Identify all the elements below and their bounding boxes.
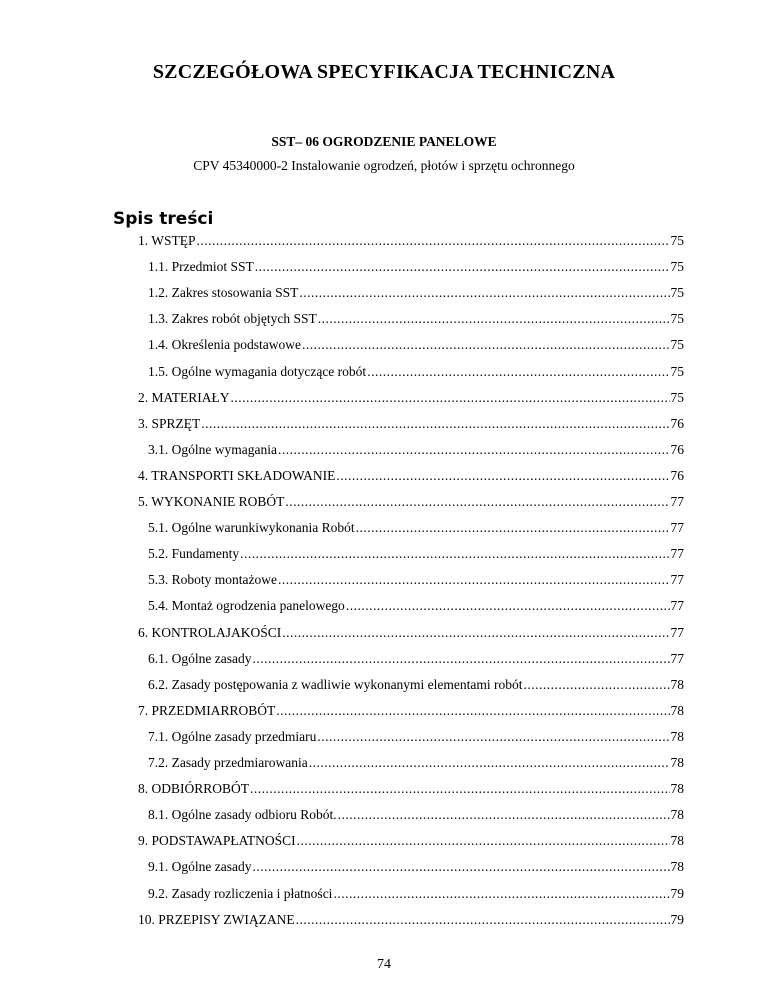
toc-entry-page: 75 [670, 363, 684, 379]
toc-leader-dots [231, 389, 670, 407]
toc-entry-page: 77 [670, 494, 684, 509]
toc-entry-page: 79 [670, 885, 684, 901]
toc-entry-page: 77 [670, 572, 684, 588]
toc-entry-label: 1. WSTĘP [138, 233, 196, 248]
toc-entry[interactable] [148, 676, 684, 694]
toc-entry[interactable] [148, 650, 684, 668]
toc-entry-page: 78 [670, 702, 684, 718]
toc-entry-page: 76 [670, 467, 684, 483]
toc-entry-label: 5.4. Montaż ogrodzenia panelowego [148, 598, 345, 614]
toc-leader-dots [252, 650, 669, 668]
toc-entry-page: 76 [670, 415, 684, 431]
toc-entry[interactable] [148, 258, 684, 276]
toc-entry-label: 8. ODBIÓRROBÓT [138, 781, 250, 797]
toc-entry-page: 78 [670, 807, 684, 823]
toc-entry-label: 1.4. Określenia podstawowe [148, 337, 301, 353]
toc-entry-label: 6.1. Ogólne zasady [148, 650, 252, 666]
toc-heading: Spis treści [113, 209, 214, 229]
toc-entry-label: 3. SPRZĘT [138, 415, 201, 431]
toc-entry-label: 5.1. Ogólne warunkiwykonania Robót [148, 520, 355, 536]
toc-entry-label: 10. PRZEPISY ZWIĄZANE [138, 911, 295, 927]
toc-entry-label: 6. KONTROLAJAKOŚCI [138, 624, 282, 640]
toc-entry-page: 77 [670, 598, 684, 614]
toc-entry-label: 7. PRZEDMIARROBÓT [138, 702, 276, 718]
toc-leader-dots [278, 571, 670, 589]
page-number: 74 [377, 957, 391, 972]
toc-entry-page: 76 [670, 441, 684, 457]
toc-entry[interactable] [148, 363, 684, 381]
toc-entry[interactable] [148, 885, 684, 903]
toc-entry[interactable] [138, 493, 684, 511]
toc-entry-label: 7.2. Zasady przedmiarowania [148, 755, 308, 770]
toc-entry-label: 5. WYKONANIE ROBÓT [138, 494, 285, 509]
toc-entry-page: 79 [670, 911, 684, 927]
toc-entry-label: 9.2. Zasady rozliczenia i płatności [148, 885, 333, 901]
toc-entry-page: 77 [670, 520, 684, 536]
toc-entry-label: 7.1. Ogólne zasady przedmiaru [148, 728, 317, 744]
toc-leader-dots [197, 232, 670, 250]
toc-entry-label: 2. MATERIAŁY [138, 389, 230, 405]
toc-leader-dots [297, 832, 670, 850]
toc-entry-label: 5.3. Roboty montażowe [148, 572, 277, 588]
toc-leader-dots [285, 493, 669, 511]
toc-entry[interactable] [138, 415, 684, 433]
toc-entry-page: 75 [670, 259, 684, 275]
toc-entry-page: 78 [670, 859, 684, 875]
toc-entry[interactable] [138, 624, 684, 642]
toc-entry-label: 1.1. Przedmiot SST [148, 259, 254, 275]
toc-entry-page: 78 [670, 833, 684, 849]
cpv-code-line: CPV 45340000-2 Instalowanie ogrodzeń, płotów i sprzętu ochronnego [193, 158, 575, 173]
document-title: SZCZEGÓŁOWA SPECYFIKACJA TECHNICZNA [152, 61, 616, 83]
toc-leader-dots [309, 754, 670, 772]
toc-entry[interactable] [138, 389, 684, 407]
toc-entry-page: 75 [670, 389, 684, 405]
toc-leader-dots [302, 336, 670, 354]
toc-entry-page: 78 [670, 676, 684, 692]
toc-leader-dots [201, 415, 669, 433]
toc-leader-dots [338, 806, 670, 824]
toc-entry[interactable] [148, 754, 684, 772]
toc-entry-page: 75 [670, 233, 684, 248]
toc-entry-page: 77 [670, 650, 684, 666]
toc-entry[interactable] [138, 702, 684, 720]
toc-leader-dots [333, 885, 669, 903]
toc-entry-page: 75 [670, 337, 684, 353]
toc-entry[interactable] [148, 597, 684, 615]
toc-leader-dots [296, 911, 670, 929]
toc-entry[interactable] [138, 780, 684, 798]
toc-entry[interactable] [148, 310, 684, 328]
toc-leader-dots [250, 780, 669, 798]
toc-leader-dots [276, 702, 669, 720]
toc-entry[interactable] [148, 441, 684, 459]
toc-entry-page: 77 [670, 546, 684, 562]
toc-entry[interactable] [148, 571, 684, 589]
toc-leader-dots [255, 258, 670, 276]
toc-entry[interactable] [148, 545, 684, 563]
toc-entry[interactable] [138, 232, 684, 250]
toc-entry-page: 78 [670, 755, 684, 770]
toc-leader-dots [367, 363, 669, 381]
toc-leader-dots [318, 310, 670, 328]
toc-entry-page: 75 [670, 311, 684, 327]
toc-entry-page: 78 [670, 728, 684, 744]
toc-leader-dots [346, 597, 670, 615]
toc-entry[interactable] [148, 336, 684, 354]
toc-entry[interactable] [148, 858, 684, 876]
toc-entry-label: 1.5. Ogólne wymagania dotyczące robót [148, 363, 367, 379]
toc-entry[interactable] [148, 519, 684, 537]
toc-entry[interactable] [138, 467, 684, 485]
toc-entry-page: 78 [670, 781, 684, 797]
toc-leader-dots [336, 467, 669, 485]
toc-leader-dots [317, 728, 669, 746]
toc-leader-dots [282, 624, 669, 642]
toc-entry[interactable] [148, 728, 684, 746]
toc-leader-dots [278, 441, 670, 459]
toc-entry[interactable] [148, 806, 684, 824]
toc-entry-label: 4. TRANSPORTI SKŁADOWANIE [138, 467, 336, 483]
spec-code-heading: SST– 06 OGRODZENIE PANELOWE [271, 134, 497, 149]
toc-leader-dots [252, 858, 669, 876]
toc-leader-dots [524, 676, 670, 694]
toc-entry[interactable] [148, 284, 684, 302]
toc-leader-dots [299, 284, 669, 302]
toc-entry-label: 6.2. Zasady postępowania z wadliwie wykonanymi elementami robót [148, 676, 523, 692]
toc-leader-dots [356, 519, 670, 537]
toc-entry-label: 8.1. Ogólne zasady odbioru Robót. [148, 807, 337, 823]
toc-entry-label: 1.3. Zakres robót objętych SST [148, 311, 317, 327]
toc-entry-label: 9.1. Ogólne zasady [148, 859, 252, 875]
toc-entry[interactable] [138, 911, 684, 929]
toc-entry[interactable] [138, 832, 684, 850]
toc-entry-label: 9. PODSTAWAPŁATNOŚCI [138, 833, 296, 849]
toc-entry-page: 75 [670, 285, 684, 301]
toc-entry-label: 1.2. Zakres stosowania SST [148, 285, 299, 301]
toc-entry-label: 3.1. Ogólne wymagania [148, 441, 277, 457]
toc-entry-label: 5.2. Fundamenty [148, 546, 240, 562]
toc-entry-page: 77 [670, 624, 684, 640]
toc-leader-dots [240, 545, 669, 563]
